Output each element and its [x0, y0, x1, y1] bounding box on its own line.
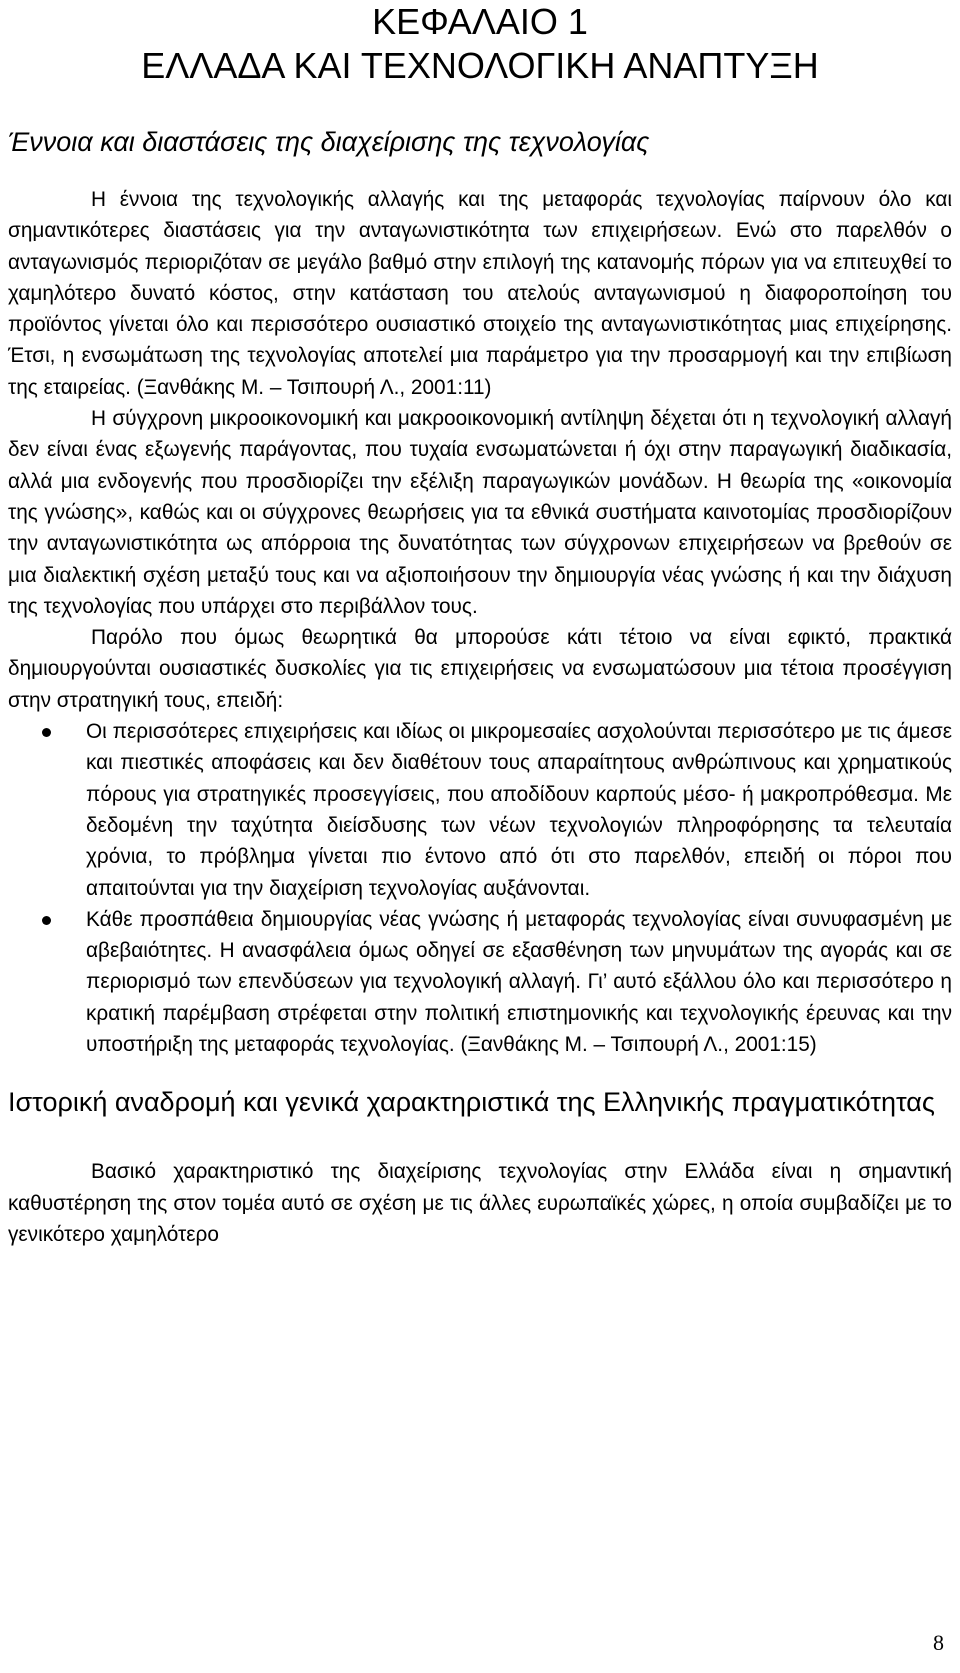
list-item: [8, 904, 952, 1060]
bullet-icon: [42, 728, 51, 737]
paragraph-4: Βασικό χαρακτηριστικό της διαχείρισης τεχνολογίας στην Ελλάδα είναι η σημαντική καθυστέρηση της στον τομέα αυτό σε σχέση με τις άλλες ευρωπαϊκές χώρες, η οποία συμβαδίζει με το γενικότερο χαμηλότερο: [8, 1160, 952, 1246]
list-item-text: Οι περισσότερες επιχειρήσεις και ιδίως οι μικρομεσαίες ασχολούνται περισσότερο με τις άμεσε και πιεστικές αποφάσεις και δεν διαθέτουν τους απαραίτητους ανθρώπινους και χρηματικούς πόρους για στρατηγικές προσεγγίσεις, που αποδίδουν καρπούς μέσο- ή μακροπρόθεσμα. Με δεδομένη την ταχύτητα διείσδυσης των νέων τεχνολογιών πληροφόρησης τα τελευταία χρόνια, το πρόβλημα γίνεται πιο έντονο από ότι στο παρελθόν, επειδή οι πόροι που απαιτούνται για την διαχείριση τεχνολογίας αυξάνονται.: [86, 720, 952, 900]
paragraph-2: Η σύγχρονη μικροοικονομική και μακροοικονομική αντίληψη δέχεται ότι η τεχνολογική αλλαγή δεν είναι ένας εξωγενής παράγοντας, που τυχαία ενσωματώνεται ή όχι στην παραγωγική διαδικασία, αλλά μια ενδογενής που προσδιορίζει την εξέλιξη παραγωγικών μονάδων. Η θεωρία της «οικονομία της γνώσης», καθώς και οι σύγχρονες θεωρήσεις για τα εθνικά συστήματα καινοτομίας προσδιορίζουν την ανταγωνιστικότητα ως απόρροια της δυνατότητας των σύγχρονων επιχειρήσεων να βρεθούν σε μια διαλεκτική σχέση μεταξύ τους και να αξιοποιήσουν την δημιουργία νέας γνώσης ή και την διάχυση της τεχνολογίας που υπάρχει στο περιβάλλον τους.: [8, 407, 952, 618]
chapter-title: ΕΛΛΑΔΑ ΚΑΙ ΤΕΧΝΟΛΟΓΙΚΗ ΑΝΑΠΤΥΞΗ: [141, 45, 819, 86]
document-page: [8, 0, 952, 1250]
chapter-heading: [8, 0, 952, 88]
list-item: [8, 716, 952, 904]
paragraph-3: Παρόλο που όμως θεωρητικά θα μπορούσε κάτι τέτοιο να είναι εφικτό, πρακτικά δημιουργούνται ουσιαστικές δυσκολίες για τις επιχειρήσεις να ενσωματώσουν μια τέτοια προσέγγιση στην στρατηγική τους, επειδή:: [8, 626, 952, 712]
chapter-number: ΚΕΦΑΛΑΙΟ 1: [372, 1, 588, 42]
list-item-text: Κάθε προσπάθεια δημιουργίας νέας γνώσης ή μεταφοράς τεχνολογίας είναι συνυφασμένη με αβεβαιότητες. Η ανασφάλεια όμως οδηγεί σε εξασθένηση των μηνυμάτων της αγοράς και σε περιορισμό των επενδύσεων για τεχνολογική αλλαγή. Γι’ αυτό εξάλλου όλο και περισσότερο η κρατική παρέμβαση στρέφεται στην πολιτική επιστημονικής και τεχνολογικής έρευνας και την υποστήριξη της μεταφοράς τεχνολογίας. (Ξανθάκης Μ. – Τσιπουρή Λ., 2001:15): [86, 907, 952, 1057]
page-number: 8: [933, 1630, 944, 1655]
bullet-icon: [42, 916, 51, 925]
paragraph-1: Η έννοια της τεχνολογικής αλλαγής και της μεταφοράς τεχνολογίας παίρνουν όλο και σημαντικότερες διαστάσεις για την ανταγωνιστικότητα των επιχειρήσεων. Ενώ στο παρελθόν ο ανταγωνισμός περιοριζόταν σε μεγάλο βαθμό στην επιλογή της κατανομής πόρων για να επιτευχθεί το χαμηλότερο δυνατό κόστος, στην κατάσταση του ατελούς ανταγωνισμού η διαφοροποίηση του προϊόντος γίνεται όλο και περισσότερο ουσιαστικό στοιχείο της ανταγωνιστικότητας μιας επιχείρησης. Έτσι, η ενσωμάτωση της τεχνολογίας αποτελεί μια παράμετρο για την προσαρμογή και την επιβίωση της εταιρείας. (Ξανθάκης Μ. – Τσιπουρή Λ., 2001:11): [8, 188, 952, 399]
bullet-list: [8, 716, 952, 1060]
section-title-concept: Έννοια και διαστάσεις της διαχείρισης της τεχνολογίας: [8, 127, 650, 157]
section-title-history: Ιστορική αναδρομή και γενικά χαρακτηριστικά της Ελληνικής πραγματικότητας: [8, 1087, 935, 1118]
